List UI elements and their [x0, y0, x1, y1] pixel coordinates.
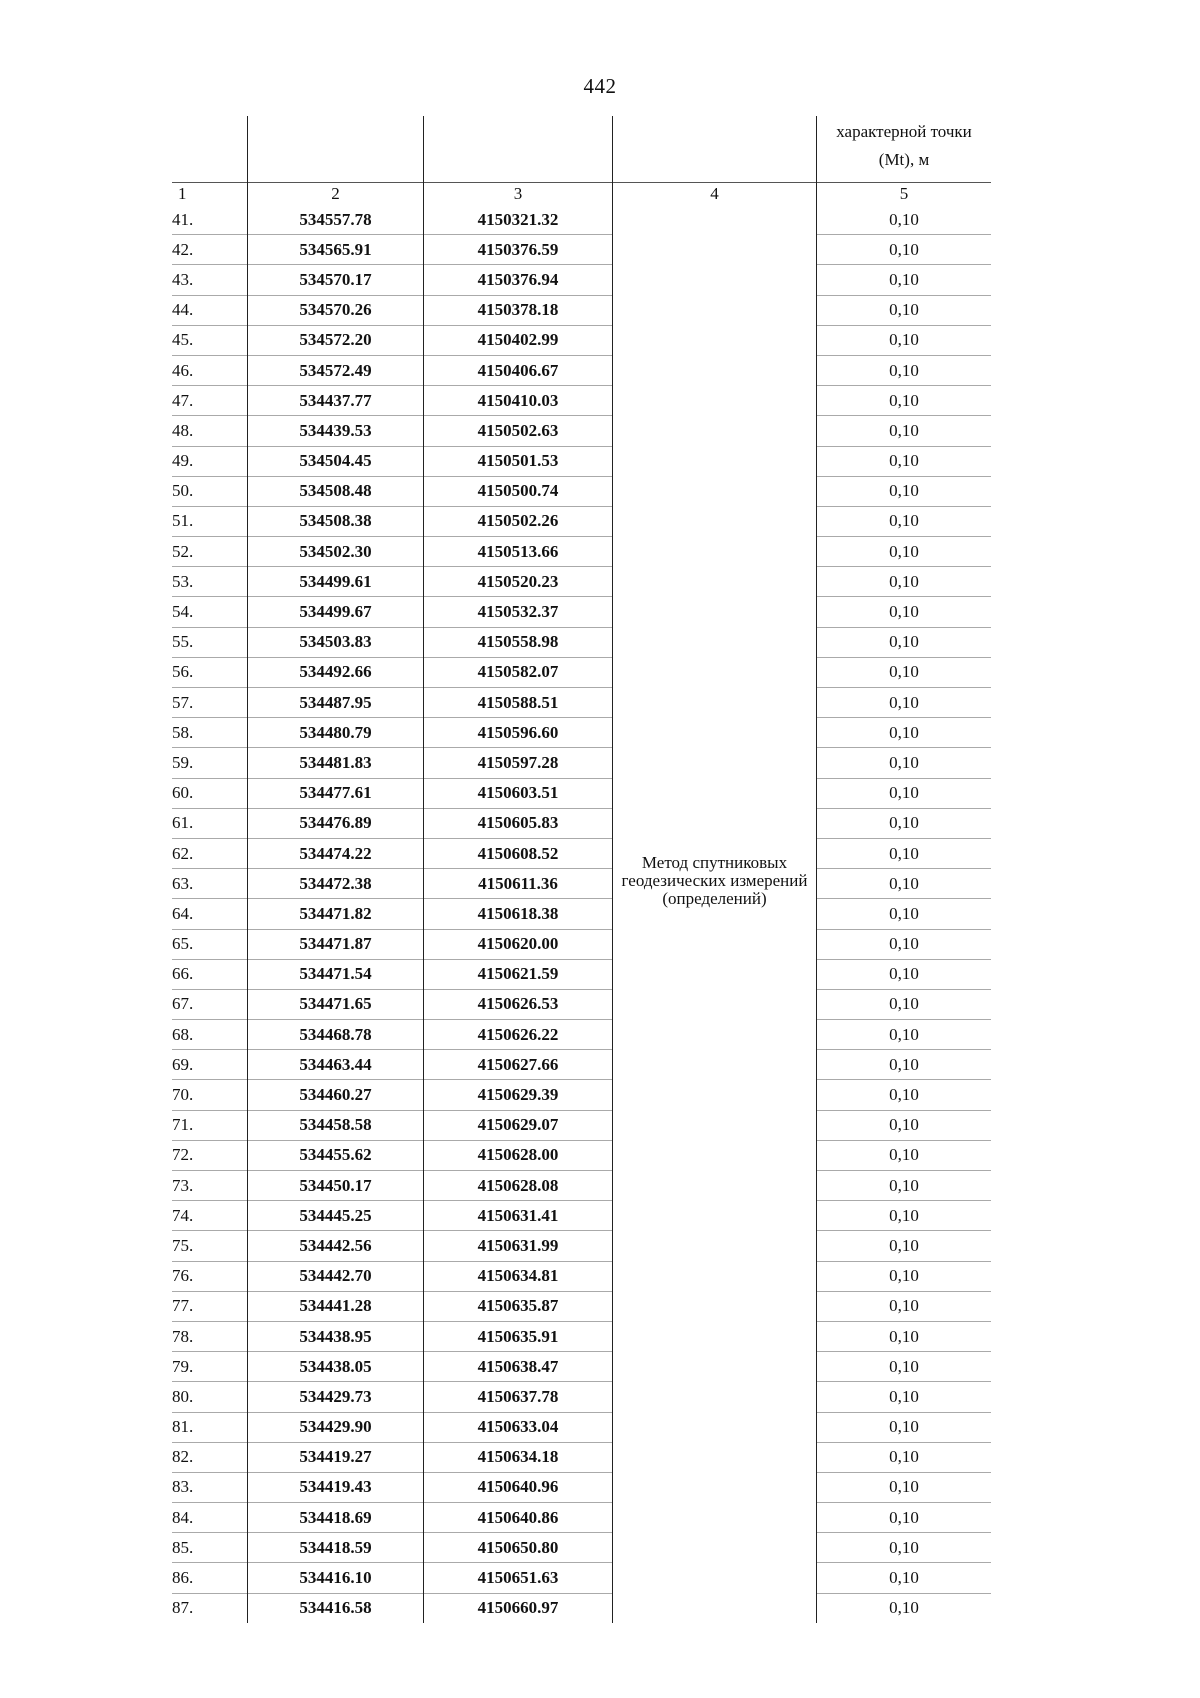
- coordinate-y: 4150626.22: [424, 1020, 613, 1050]
- accuracy-value: 0,10: [817, 1140, 992, 1170]
- accuracy-value: 0,10: [817, 748, 992, 778]
- coordinate-y: 4150635.87: [424, 1291, 613, 1321]
- coordinate-x: 534480.79: [248, 718, 424, 748]
- accuracy-value: 0,10: [817, 265, 992, 295]
- coordinate-x: 534429.90: [248, 1412, 424, 1442]
- accuracy-value: 0,10: [817, 506, 992, 536]
- table-row: [172, 537, 991, 567]
- accuracy-value: 0,10: [817, 416, 992, 446]
- point-number: 75.: [172, 1231, 248, 1261]
- coordinate-x: 534487.95: [248, 688, 424, 718]
- coordinate-x: 534445.25: [248, 1201, 424, 1231]
- coordinate-y: 4150640.96: [424, 1472, 613, 1502]
- coordinate-x: 534468.78: [248, 1020, 424, 1050]
- accuracy-value: 0,10: [817, 989, 992, 1019]
- coordinate-y: 4150650.80: [424, 1533, 613, 1563]
- table-row: [172, 446, 991, 476]
- coordinate-y: 4150634.18: [424, 1442, 613, 1472]
- point-number: 73.: [172, 1171, 248, 1201]
- accuracy-value: 0,10: [817, 657, 992, 687]
- coordinate-y: 4150660.97: [424, 1593, 613, 1623]
- coordinate-y: 4150532.37: [424, 597, 613, 627]
- coordinate-x: 534565.91: [248, 235, 424, 265]
- point-number: 83.: [172, 1472, 248, 1502]
- coordinate-x: 534441.28: [248, 1291, 424, 1321]
- accuracy-value: 0,10: [817, 688, 992, 718]
- coordinate-y: 4150651.63: [424, 1563, 613, 1593]
- table-row: [172, 838, 991, 868]
- point-number: 74.: [172, 1201, 248, 1231]
- point-number: 61.: [172, 808, 248, 838]
- accuracy-value: 0,10: [817, 1291, 992, 1321]
- table-row: [172, 1050, 991, 1080]
- accuracy-value: 0,10: [817, 869, 992, 899]
- table-row: [172, 1563, 991, 1593]
- point-number: 51.: [172, 506, 248, 536]
- accuracy-value: 0,10: [817, 1020, 992, 1050]
- point-number: 63.: [172, 869, 248, 899]
- table-row: [172, 506, 991, 536]
- point-number: 48.: [172, 416, 248, 446]
- table-row: [172, 688, 991, 718]
- table-row: [172, 325, 991, 355]
- point-number: 72.: [172, 1140, 248, 1170]
- coordinate-y: 4150582.07: [424, 657, 613, 687]
- point-number: 66.: [172, 959, 248, 989]
- table-row: [172, 1110, 991, 1140]
- table-row: [172, 295, 991, 325]
- coordinate-x: 534503.83: [248, 627, 424, 657]
- point-number: 86.: [172, 1563, 248, 1593]
- coordinate-x: 534471.54: [248, 959, 424, 989]
- table-header-row: [172, 116, 991, 183]
- coordinate-y: 4150603.51: [424, 778, 613, 808]
- column-number: 2: [248, 183, 424, 206]
- table-row: [172, 657, 991, 687]
- point-number: 55.: [172, 627, 248, 657]
- table-row: [172, 1382, 991, 1412]
- accuracy-value: 0,10: [817, 1261, 992, 1291]
- point-number: 87.: [172, 1593, 248, 1623]
- point-number: 81.: [172, 1412, 248, 1442]
- coordinate-x: 534572.20: [248, 325, 424, 355]
- coordinate-y: 4150502.63: [424, 416, 613, 446]
- coordinate-y: 4150597.28: [424, 748, 613, 778]
- table-row: [172, 1472, 991, 1502]
- coordinate-x: 534508.48: [248, 476, 424, 506]
- coordinate-y: 4150605.83: [424, 808, 613, 838]
- point-number: 65.: [172, 929, 248, 959]
- coordinate-x: 534472.38: [248, 869, 424, 899]
- coordinate-y: 4150588.51: [424, 688, 613, 718]
- coordinate-x: 534504.45: [248, 446, 424, 476]
- coordinate-x: 534439.53: [248, 416, 424, 446]
- table-row: [172, 265, 991, 295]
- coordinate-y: 4150640.86: [424, 1503, 613, 1533]
- accuracy-value: 0,10: [817, 446, 992, 476]
- table-row: [172, 205, 991, 235]
- coordinate-y: 4150611.36: [424, 869, 613, 899]
- coordinate-x: 534437.77: [248, 386, 424, 416]
- point-number: 71.: [172, 1110, 248, 1140]
- table-row: [172, 1201, 991, 1231]
- header-cell-accuracy: характерной точки (Mt), м: [817, 116, 992, 183]
- column-number: 5: [817, 183, 992, 206]
- table-row: [172, 1140, 991, 1170]
- column-number: 3: [424, 183, 613, 206]
- coordinate-y: 4150513.66: [424, 537, 613, 567]
- table-row: [172, 1171, 991, 1201]
- table-row: [172, 235, 991, 265]
- accuracy-value: 0,10: [817, 1201, 992, 1231]
- coordinate-x: 534502.30: [248, 537, 424, 567]
- coordinate-x: 534471.87: [248, 929, 424, 959]
- point-number: 62.: [172, 838, 248, 868]
- point-number: 45.: [172, 325, 248, 355]
- table-row: [172, 476, 991, 506]
- table-row: [172, 808, 991, 838]
- coordinate-x: 534477.61: [248, 778, 424, 808]
- point-number: 52.: [172, 537, 248, 567]
- point-number: 41.: [172, 209, 194, 229]
- accuracy-value: 0,10: [817, 235, 992, 265]
- coordinate-y: 4150628.00: [424, 1140, 613, 1170]
- table-row: [172, 597, 991, 627]
- table-row: [172, 929, 991, 959]
- table-row: [172, 748, 991, 778]
- accuracy-value: 0,10: [817, 1110, 992, 1140]
- accuracy-value: 0,10: [817, 537, 992, 567]
- table-row: [172, 869, 991, 899]
- point-number: 43.: [172, 265, 248, 295]
- point-number: 56.: [172, 657, 248, 687]
- accuracy-value: 0,10: [817, 1231, 992, 1261]
- table-row: [172, 1020, 991, 1050]
- method-cell: [613, 205, 817, 1623]
- accuracy-value: 0,10: [817, 205, 992, 235]
- table-row: [172, 1442, 991, 1472]
- table-row: [172, 899, 991, 929]
- column-number-row: [172, 183, 991, 206]
- coordinate-x: 534476.89: [248, 808, 424, 838]
- accuracy-value: 0,10: [817, 1563, 992, 1593]
- coordinate-y: 4150376.94: [424, 265, 613, 295]
- coordinate-y: 4150634.81: [424, 1261, 613, 1291]
- point-number: 85.: [172, 1533, 248, 1563]
- coordinate-y: 4150406.67: [424, 355, 613, 385]
- coordinate-y: 4150520.23: [424, 567, 613, 597]
- coordinates-table: [172, 116, 991, 1623]
- coordinate-x: 534438.05: [248, 1352, 424, 1382]
- coordinate-y: 4150635.91: [424, 1321, 613, 1351]
- coordinate-x: 534499.67: [248, 597, 424, 627]
- point-number: 42.: [172, 235, 248, 265]
- coordinate-x: 534499.61: [248, 567, 424, 597]
- coordinate-y: 4150621.59: [424, 959, 613, 989]
- point-number: 68.: [172, 1020, 248, 1050]
- coordinate-y: 4150629.07: [424, 1110, 613, 1140]
- accuracy-value: 0,10: [817, 959, 992, 989]
- coordinate-x: 534557.78: [248, 205, 424, 235]
- coordinate-y: 4150637.78: [424, 1382, 613, 1412]
- point-number: 84.: [172, 1503, 248, 1533]
- coordinate-x: 534419.43: [248, 1472, 424, 1502]
- accuracy-value: 0,10: [817, 476, 992, 506]
- table-row: [172, 386, 991, 416]
- table-row: [172, 567, 991, 597]
- table-row: [172, 1593, 991, 1623]
- accuracy-value: 0,10: [817, 808, 992, 838]
- point-number: 50.: [172, 476, 248, 506]
- coordinate-x: 534492.66: [248, 657, 424, 687]
- coordinate-y: 4150410.03: [424, 386, 613, 416]
- accuracy-value: 0,10: [817, 1382, 992, 1412]
- coordinate-y: 4150558.98: [424, 627, 613, 657]
- point-number: 54.: [172, 597, 248, 627]
- accuracy-value: 0,10: [817, 1171, 992, 1201]
- point-number: 60.: [172, 778, 248, 808]
- table-row: [172, 989, 991, 1019]
- point-number: 49.: [172, 446, 248, 476]
- table-row: [172, 1352, 991, 1382]
- accuracy-value: 0,10: [817, 1050, 992, 1080]
- column-number: 4: [613, 183, 817, 206]
- point-number: 79.: [172, 1352, 248, 1382]
- coordinate-y: 4150631.41: [424, 1201, 613, 1231]
- coordinate-x: 534418.69: [248, 1503, 424, 1533]
- point-number: 80.: [172, 1382, 248, 1412]
- point-number: 78.: [172, 1321, 248, 1351]
- accuracy-value: 0,10: [817, 1352, 992, 1382]
- coordinate-y: 4150378.18: [424, 295, 613, 325]
- table-row: [172, 355, 991, 385]
- table-row: [172, 959, 991, 989]
- point-number: 70.: [172, 1080, 248, 1110]
- table-row: [172, 627, 991, 657]
- page-number: 442: [583, 74, 617, 98]
- coordinate-x: 534416.10: [248, 1563, 424, 1593]
- coordinate-x: 534442.56: [248, 1231, 424, 1261]
- table-row: [172, 1412, 991, 1442]
- coordinate-x: 534570.26: [248, 295, 424, 325]
- accuracy-value: 0,10: [817, 597, 992, 627]
- coordinate-x: 534460.27: [248, 1080, 424, 1110]
- coordinate-x: 534438.95: [248, 1321, 424, 1351]
- accuracy-value: 0,10: [817, 627, 992, 657]
- coordinate-y: 4150596.60: [424, 718, 613, 748]
- coordinate-x: 534455.62: [248, 1140, 424, 1170]
- accuracy-value: 0,10: [817, 355, 992, 385]
- coordinate-x: 534429.73: [248, 1382, 424, 1412]
- table-row: [172, 1533, 991, 1563]
- coordinate-x: 534442.70: [248, 1261, 424, 1291]
- table-row: [172, 416, 991, 446]
- table-row: [172, 1503, 991, 1533]
- table-row: [172, 1321, 991, 1351]
- coordinate-y: 4150321.32: [424, 205, 613, 235]
- header-cell-1: [172, 116, 248, 183]
- coordinate-x: 534471.82: [248, 899, 424, 929]
- coordinate-x: 534570.17: [248, 265, 424, 295]
- coordinate-y: 4150626.53: [424, 989, 613, 1019]
- point-number: 47.: [172, 386, 248, 416]
- accuracy-value: 0,10: [817, 295, 992, 325]
- coordinate-y: 4150501.53: [424, 446, 613, 476]
- header-cell-2: [248, 116, 424, 183]
- accuracy-value: 0,10: [817, 929, 992, 959]
- accuracy-value: 0,10: [817, 838, 992, 868]
- table-row: [172, 778, 991, 808]
- coordinate-y: 4150631.99: [424, 1231, 613, 1261]
- coordinate-x: 534481.83: [248, 748, 424, 778]
- coordinate-y: 4150376.59: [424, 235, 613, 265]
- coordinate-x: 534572.49: [248, 355, 424, 385]
- coordinate-y: 4150638.47: [424, 1352, 613, 1382]
- coordinate-y: 4150620.00: [424, 929, 613, 959]
- point-number: 77.: [172, 1291, 248, 1321]
- header-cell-3: [424, 116, 613, 183]
- coordinate-y: 4150402.99: [424, 325, 613, 355]
- point-number: 57.: [172, 688, 248, 718]
- coordinate-x: 534508.38: [248, 506, 424, 536]
- header-cell-4: [613, 116, 817, 183]
- point-number: 67.: [172, 989, 248, 1019]
- coordinate-y: 4150633.04: [424, 1412, 613, 1442]
- accuracy-value: 0,10: [817, 1503, 992, 1533]
- table-row: [172, 1080, 991, 1110]
- accuracy-value: 0,10: [817, 1442, 992, 1472]
- point-number: 69.: [172, 1050, 248, 1080]
- accuracy-value: 0,10: [817, 567, 992, 597]
- point-number: 46.: [172, 355, 248, 385]
- coordinate-x: 534419.27: [248, 1442, 424, 1472]
- coordinate-x: 534471.65: [248, 989, 424, 1019]
- point-number: 59.: [172, 748, 248, 778]
- accuracy-value: 0,10: [817, 899, 992, 929]
- accuracy-value: 0,10: [817, 1321, 992, 1351]
- coordinate-y: 4150608.52: [424, 838, 613, 868]
- coordinate-y: 4150618.38: [424, 899, 613, 929]
- point-number: 44.: [172, 295, 248, 325]
- accuracy-value: 0,10: [817, 386, 992, 416]
- accuracy-value: 0,10: [817, 718, 992, 748]
- point-number: 53.: [172, 567, 248, 597]
- accuracy-value: 0,10: [817, 1593, 992, 1623]
- coordinate-x: 534474.22: [248, 838, 424, 868]
- coordinate-y: 4150502.26: [424, 506, 613, 536]
- coordinate-y: 4150500.74: [424, 476, 613, 506]
- point-number: 58.: [172, 718, 248, 748]
- method-text: Метод спутниковых геодезических измерений (определений): [621, 852, 808, 908]
- coordinate-y: 4150627.66: [424, 1050, 613, 1080]
- coordinate-y: 4150629.39: [424, 1080, 613, 1110]
- accuracy-value: 0,10: [817, 1080, 992, 1110]
- coordinate-x: 534418.59: [248, 1533, 424, 1563]
- accuracy-value: 0,10: [817, 1412, 992, 1442]
- accuracy-value: 0,10: [817, 1472, 992, 1502]
- coordinate-x: 534463.44: [248, 1050, 424, 1080]
- table-row: [172, 1291, 991, 1321]
- table-row: [172, 1231, 991, 1261]
- accuracy-value: 0,10: [817, 1533, 992, 1563]
- table-row: [172, 1261, 991, 1291]
- column-number: 1: [172, 183, 248, 206]
- table-row: [172, 718, 991, 748]
- coordinate-x: 534458.58: [248, 1110, 424, 1140]
- coordinate-x: 534450.17: [248, 1171, 424, 1201]
- accuracy-value: 0,10: [817, 778, 992, 808]
- point-number: 76.: [172, 1261, 248, 1291]
- point-number: 64.: [172, 899, 248, 929]
- accuracy-value: 0,10: [817, 325, 992, 355]
- coordinate-x: 534416.58: [248, 1593, 424, 1623]
- coordinate-y: 4150628.08: [424, 1171, 613, 1201]
- point-number: 82.: [172, 1442, 248, 1472]
